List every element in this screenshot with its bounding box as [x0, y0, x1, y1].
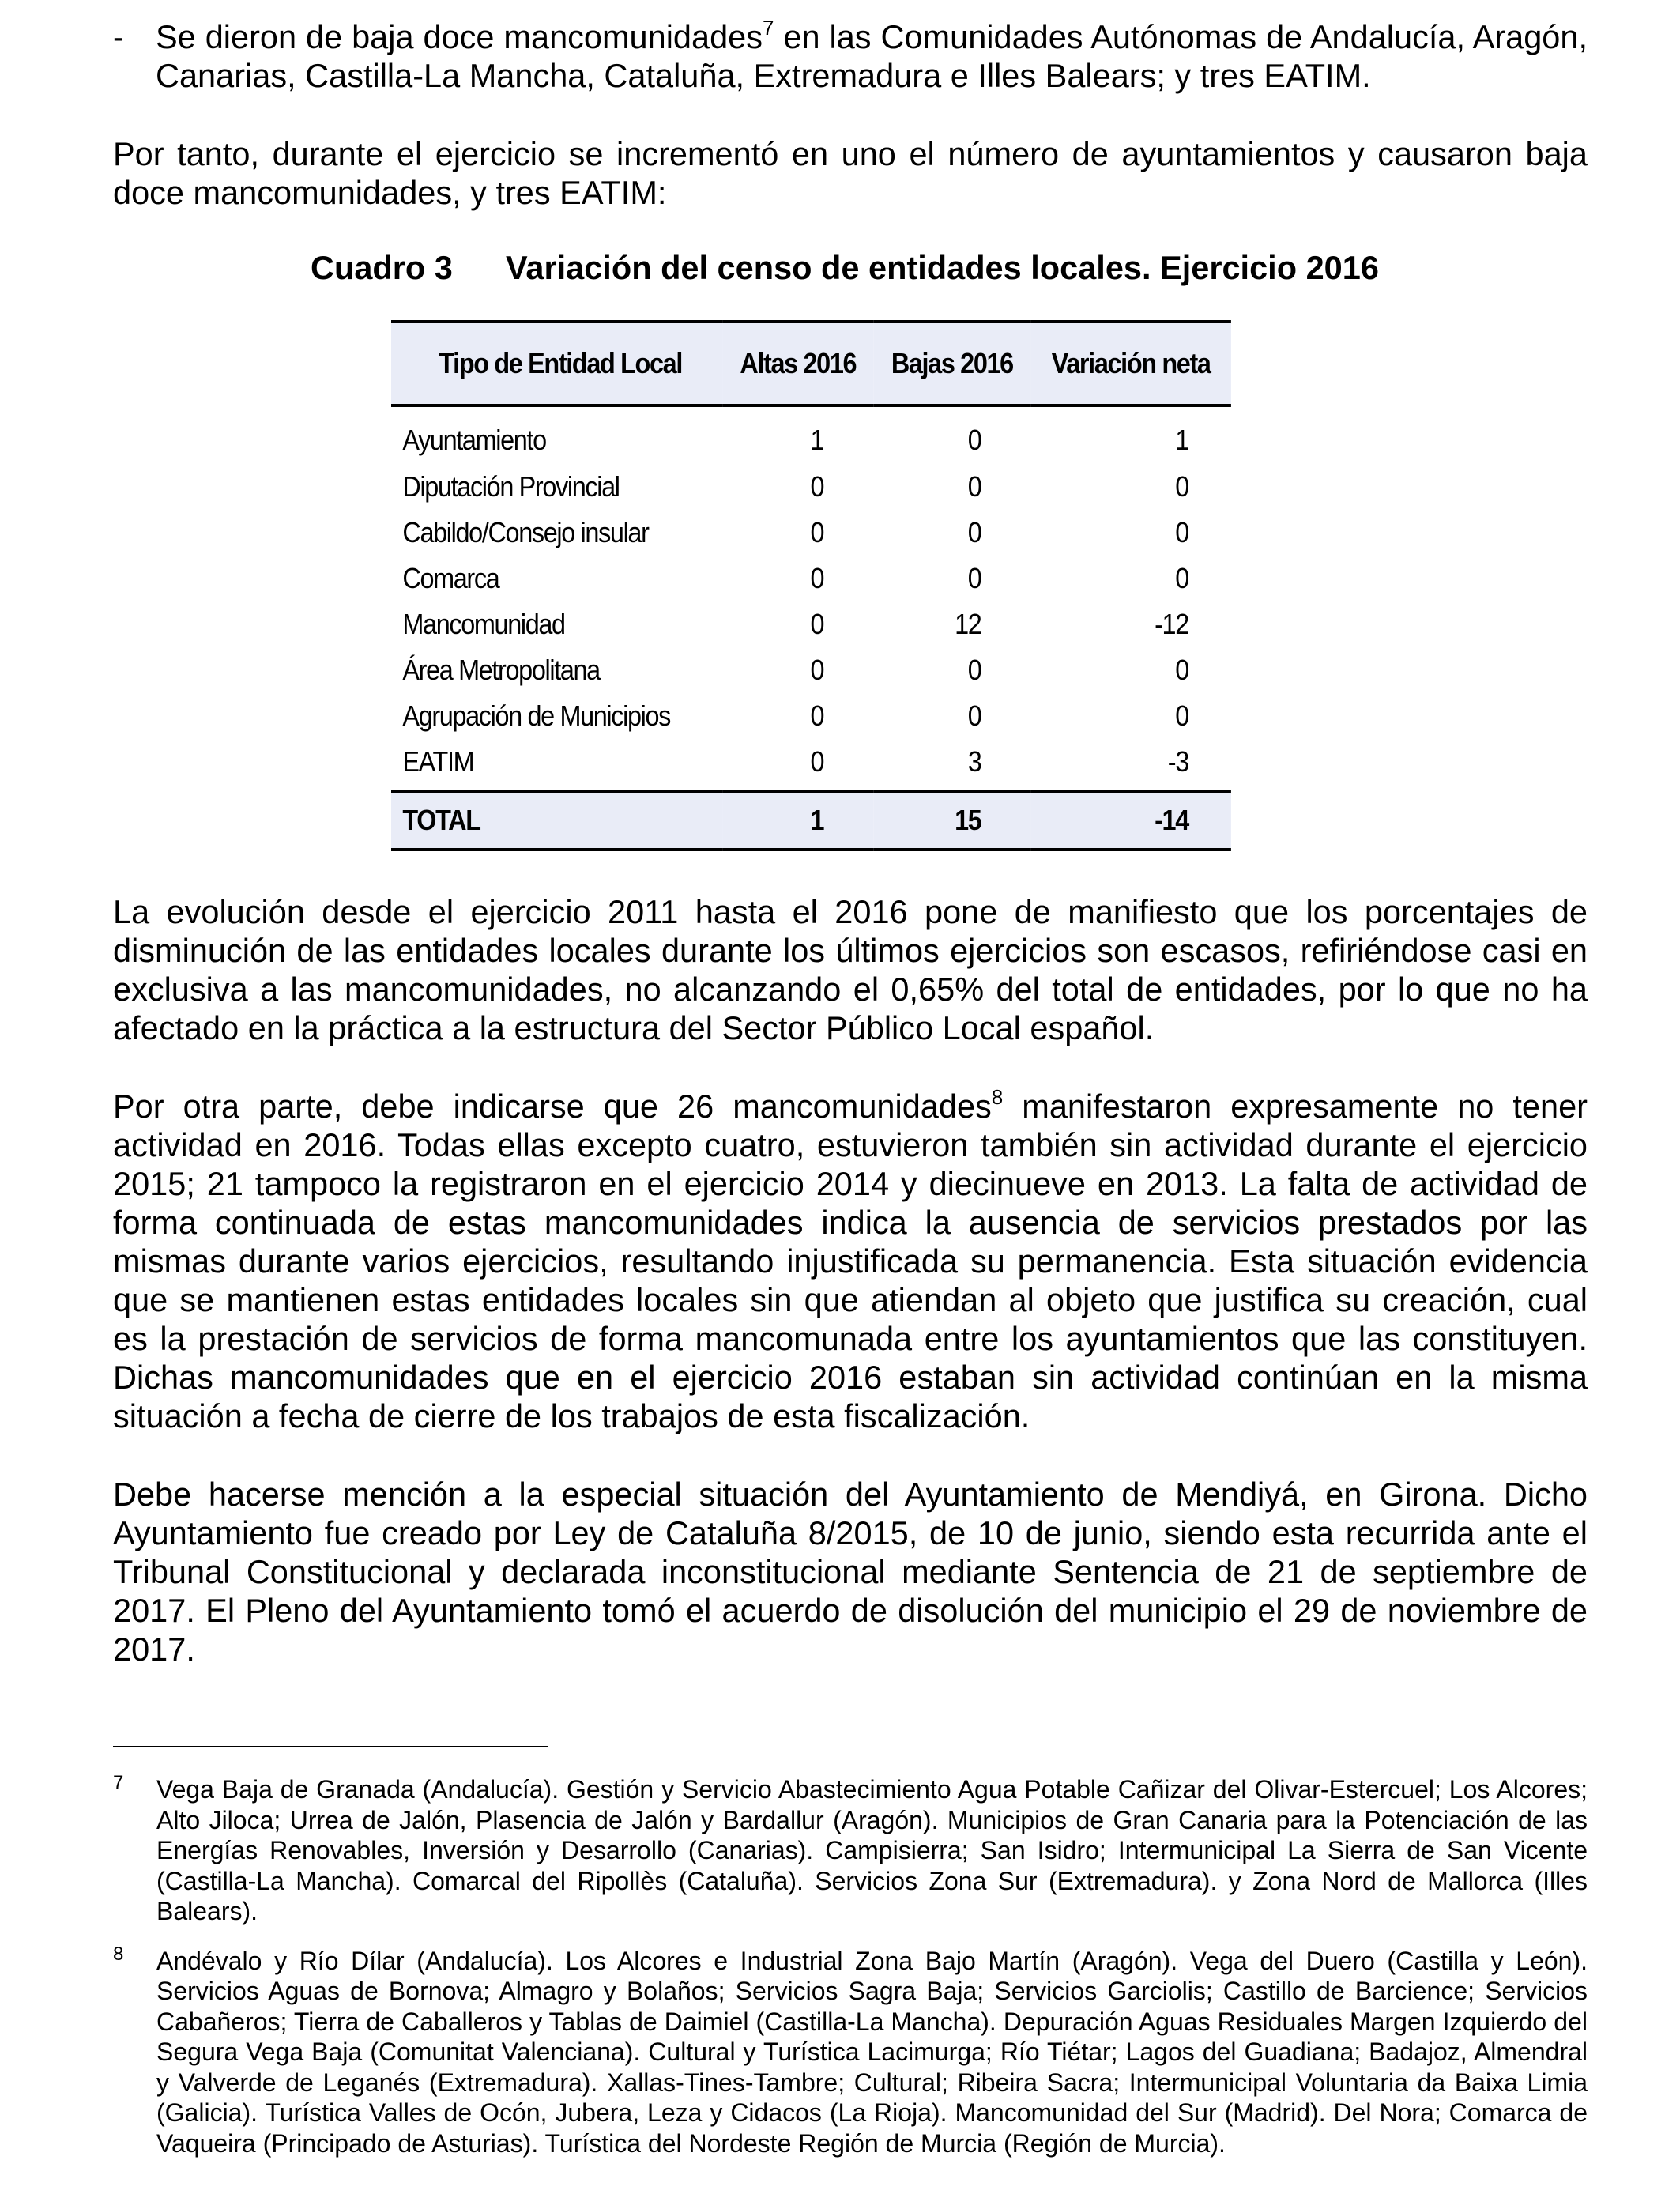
- cell-bajas: 12: [955, 608, 981, 640]
- table-caption: [113, 248, 1588, 287]
- footnote-8: [113, 1943, 1588, 2159]
- bullet-text-a: Se dieron de baja doce mancomunidades: [156, 18, 763, 55]
- cell-altas: 0: [810, 516, 824, 548]
- cell-bajas: 0: [967, 516, 981, 548]
- footnote-text: Vega Baja de Granada (Andalucía). Gestión y Servicio Abastecimiento Agua Potable Cañizar del Olivar-Estercuel; Los Alcores; Alto Jiloca; Urrea de Jalón, Plasencia de Jalón y Bardallur (Aragón). Municipios de Gran Canaria para la Potenciación de las Energías Renovables, Inversión y Desarrollo (Canarias). Campisierra; San Isidro; Intermunicipal La Sierra de San Vicente (Castilla-La Mancha). Comarcal del Ripollès (Cataluña). Servicios Zona Sur (Extremadura). y Zona Nord de Mallorca (Illes Balears).: [156, 1775, 1588, 1925]
- header-altas: Altas 2016: [722, 322, 873, 405]
- cell-altas: 1: [810, 424, 824, 456]
- cell-bajas: 0: [967, 699, 981, 732]
- cell-bajas: 0: [967, 654, 981, 686]
- cell-tipo: Ayuntamiento: [402, 424, 546, 456]
- cell-altas: 0: [810, 562, 824, 594]
- paragraph-1: Por tanto, durante el ejercicio se incrementó en uno el número de ayuntamientos y causaron baja doce mancomunidades, y tres EATIM:: [113, 135, 1588, 211]
- table-caption-number: Cuadro 3: [311, 249, 453, 286]
- cell-variacion: -3: [1167, 745, 1188, 778]
- footnote-mark: 8: [113, 1943, 124, 1965]
- table-row: [391, 510, 1231, 556]
- footnote-mark: 7: [113, 1772, 124, 1793]
- total-altas: 1: [722, 791, 873, 850]
- bullet-dash: -: [113, 18, 124, 55]
- bullet-text-b: en las Comunidades Autónomas de Andalucía, Aragón, Canarias, Castilla-La Mancha, Cataluña, Extremadura e Illes Balears; y tres EATIM.: [156, 18, 1588, 94]
- footnote-ref-8[interactable]: 8: [991, 1085, 1004, 1110]
- paragraph-3-text-a: Por otra parte, debe indicarse que 26 mancomunidades: [113, 1088, 992, 1125]
- table-row: [391, 601, 1231, 647]
- cell-tipo: Diputación Provincial: [402, 470, 620, 503]
- table-row: [391, 405, 1231, 464]
- cell-tipo: Cabildo/Consejo insular: [402, 516, 649, 548]
- cell-tipo: Mancomunidad: [402, 608, 565, 640]
- total-label: TOTAL: [391, 791, 722, 850]
- table-row: [391, 647, 1231, 693]
- cell-tipo: Comarca: [402, 562, 499, 594]
- cell-altas: 0: [810, 470, 824, 503]
- table-row: [391, 464, 1231, 510]
- paragraph-2: La evolución desde el ejercicio 2011 hasta el 2016 pone de manifiesto que los porcentajes de disminución de las entidades locales durante los últimos ejercicios son escasos, refiriéndose casi en exclusiva a las mancomunidades, no alcanzando el 0,65% del total de entidades, por lo que no ha afectado en la práctica a la estructura del Sector Público Local español.: [113, 893, 1588, 1046]
- paragraph-4: Debe hacerse mención a la especial situación del Ayuntamiento de Mendiyá, en Girona. Dicho Ayuntamiento fue creado por Ley de Cataluña 8/2015, de 10 de junio, siendo esta recurrida ante el Tribunal Constitucional y declarada inconstitucional mediante Sentencia de 21 de septiembre de 2017. El Pleno del Ayuntamiento tomó el acuerdo de disolución del municipio el 29 de noviembre de 2017.: [113, 1476, 1588, 1668]
- cell-altas: 0: [810, 608, 824, 640]
- paragraph-3-text-b: manifestaron expresamente no tener actividad en 2016. Todas ellas excepto cuatro, estuvieron también sin actividad durante el ejercicio 2015; 21 tampoco la registraron en el ejercicio 2014 y diecinueve en 2013. La falta de actividad de forma continuada de estas mancomunidades indica la ausencia de servicios prestados por las mismas durante varios ejercicios, resultando injustificada su permanencia. Esta situación evidencia que se mantienen estas entidades locales sin que atiendan al objeto que justifica su creación, cual es la prestación de servicios de forma mancomunada entre los ayuntamientos que las constituyen. Dichas mancomunidades que en el ejercicio 2016 estaban sin actividad continúan en la misma situación a fecha de cierre de los trabajos de esta fiscalización.: [113, 1088, 1588, 1434]
- header-tipo: Tipo de Entidad Local: [391, 322, 722, 405]
- cell-bajas: 0: [967, 562, 981, 594]
- cell-tipo: Área Metropolitana: [402, 654, 600, 686]
- header-variacion: Variación neta: [1030, 322, 1230, 405]
- cell-tipo: Agrupación de Municipios: [402, 699, 671, 732]
- cell-variacion: 1: [1175, 424, 1188, 456]
- cell-tipo: EATIM: [402, 745, 474, 778]
- bullet-item: [113, 17, 1588, 95]
- cell-variacion: 0: [1175, 470, 1188, 503]
- cell-variacion: 0: [1175, 516, 1188, 548]
- table-row: [391, 739, 1231, 791]
- cell-variacion: -12: [1155, 608, 1188, 640]
- total-variacion: -14: [1030, 791, 1230, 850]
- cell-altas: 0: [810, 654, 824, 686]
- table-row: [391, 693, 1231, 739]
- table-caption-title: Variación del censo de entidades locales. Ejercicio 2016: [506, 249, 1379, 286]
- table-total-row: [391, 791, 1231, 850]
- cell-bajas: 0: [967, 470, 981, 503]
- table-header-row: [391, 322, 1231, 405]
- cell-variacion: 0: [1175, 562, 1188, 594]
- footnote-ref-7[interactable]: 7: [763, 16, 774, 40]
- cell-variacion: 0: [1175, 699, 1188, 732]
- cell-bajas: 3: [967, 745, 981, 778]
- cell-bajas: 0: [967, 424, 981, 456]
- table-row: [391, 556, 1231, 601]
- total-bajas: 15: [873, 791, 1030, 850]
- cell-altas: 0: [810, 699, 824, 732]
- table-container: [391, 320, 1231, 851]
- census-table: [391, 320, 1231, 851]
- footnote-text: Andévalo y Río Dílar (Andalucía). Los Alcores e Industrial Zona Bajo Martín (Aragón). Vega del Duero (Castilla y León). Servicios Aguas de Bornova; Almagro y Bolaños; Servicios Sagra Baja; Servicios Garciolis; Castillo de Barcience; Servicios Cabañeros; Tierra de Caballeros y Tablas de Daimiel (Castilla-La Mancha). Depuración Aguas Residuales Margen Izquierdo del Segura Vega Baja (Comunitat Valenciana). Cultural y Turística Lacimurga; Río Tiétar; Lagos del Guadiana; Badajoz, Almendral y Valverde de Leganés (Extremadura). Xallas-Tines-Tambre; Cultural; Ribeira Sacra; Intermunicipal Voluntaria da Baixa Limia (Galicia). Turística Valles de Ocón, Jubera, Leza y Cidacos (La Rioja). Mancomunidad del Sur (Madrid). Del Nora; Comarca de Vaqueira (Principado de Asturias). Turística del Nordeste Región de Murcia (Región de Murcia).: [156, 1946, 1588, 2158]
- document-page: [113, 17, 1588, 2158]
- header-bajas: Bajas 2016: [873, 322, 1030, 405]
- paragraph-3: [113, 1087, 1588, 1435]
- cell-variacion: 0: [1175, 654, 1188, 686]
- cell-altas: 0: [810, 745, 824, 778]
- footnote-7: [113, 1774, 1588, 1927]
